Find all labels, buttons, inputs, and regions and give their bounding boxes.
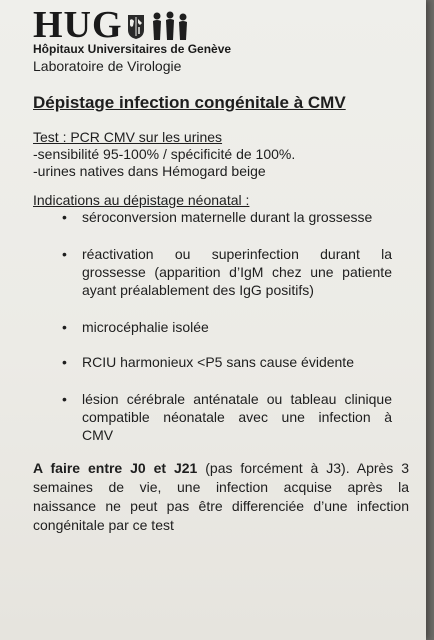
list-item-text: compatible néonatale avec une infection à <box>82 409 392 425</box>
list-item-text: RCIU harmonieux <P5 sans cause évidente <box>82 354 354 370</box>
hospital-logo <box>33 4 191 46</box>
hospital-name: Hôpitaux Universitaires de Genève <box>33 42 232 56</box>
list-item-text: grossesse (apparition d’IgM chez une patiente <box>82 264 392 280</box>
geneva-crest-icon <box>127 14 145 40</box>
test-sample: -urines natives dans Hémogard beige <box>33 163 266 179</box>
bullet-icon: • <box>62 391 67 407</box>
test-sensitivity: -sensibilité 95-100% / spécificité de 100%. <box>33 146 296 162</box>
bullet-icon: • <box>62 209 67 225</box>
logo-text: HUG <box>33 4 123 46</box>
list-item-text: microcéphalie isolée <box>82 319 209 335</box>
list-item-text: séroconversion maternelle durant la grossesse <box>82 209 373 225</box>
list-item-text: réactivation ou superinfection durant la <box>82 246 392 262</box>
closing-text: semaines de vie, une infection acquise après la <box>33 479 409 495</box>
test-section <box>33 129 295 180</box>
list-item-text: CMV <box>82 427 114 443</box>
lab-name: Laboratoire de Virologie <box>33 58 182 74</box>
list-item-text: lésion cérébrale anténatale ou tableau clinique <box>82 391 392 407</box>
bullet-icon: • <box>62 354 67 370</box>
bullet-icon: • <box>62 319 67 335</box>
bullet-icon: • <box>62 246 67 262</box>
list-item-text: ayant préalablement des IgG positifs) <box>82 282 314 298</box>
closing-text: (pas forcément à J3). Après 3 <box>197 460 410 476</box>
indications-heading: Indications au dépistage néonatal : <box>33 192 250 208</box>
people-figures-icon <box>151 11 191 41</box>
closing-text: congénitale par ce test <box>33 517 174 533</box>
timing-emphasis: A faire entre J0 et J21 <box>33 460 198 476</box>
closing-text: naissance ne peut pas être differenciée d’une infection <box>33 498 409 514</box>
closing-paragraph <box>33 459 409 535</box>
test-heading: Test : PCR CMV sur les urines <box>33 129 223 145</box>
page-title: Dépistage infection congénitale à CMV <box>33 93 346 112</box>
